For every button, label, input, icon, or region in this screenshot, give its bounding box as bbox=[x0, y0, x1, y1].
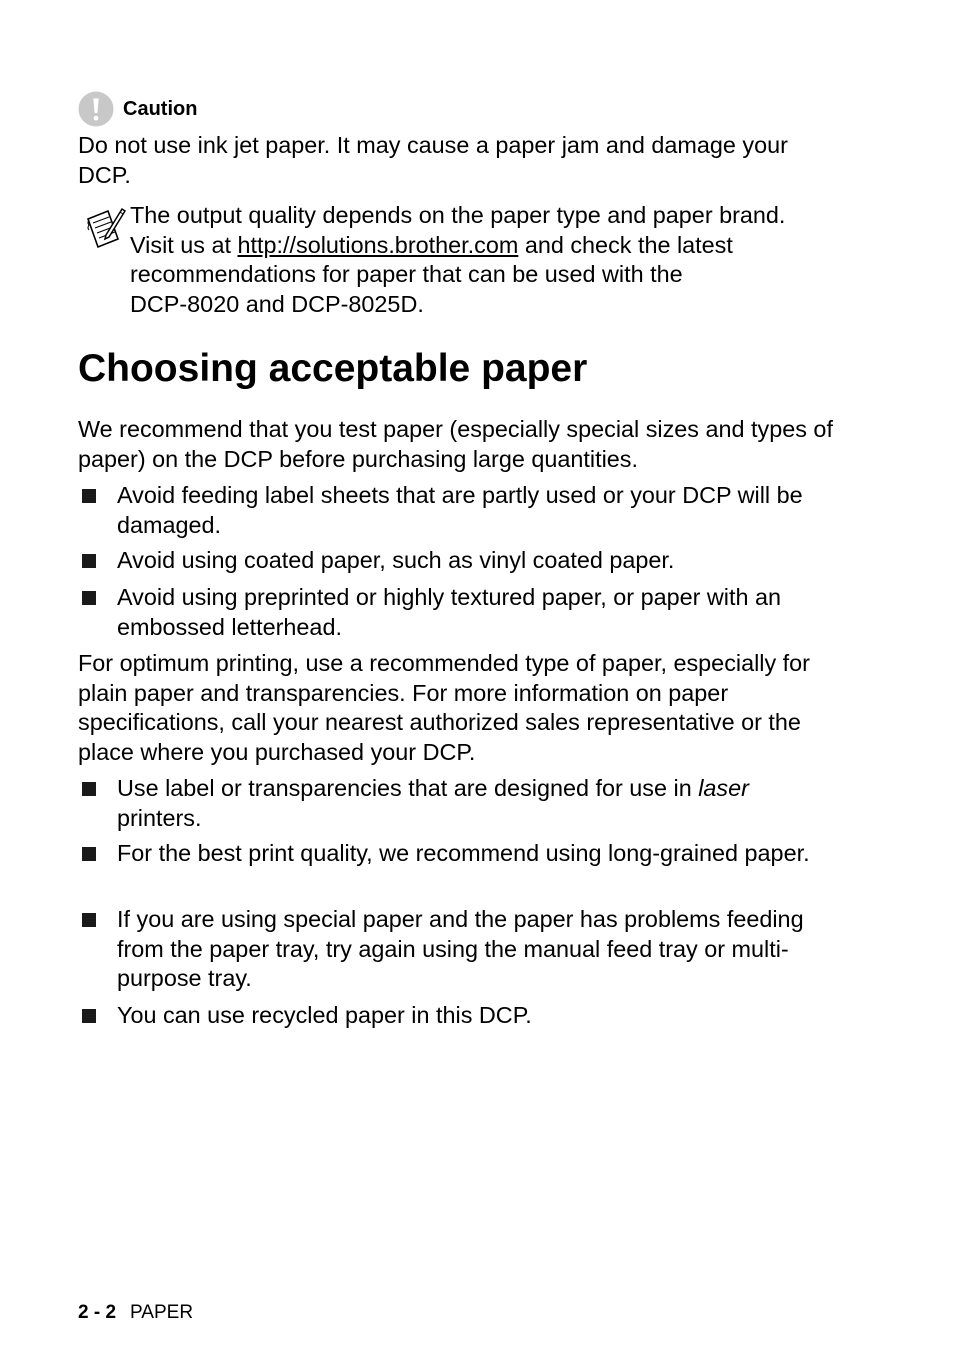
square-bullet-icon bbox=[82, 591, 96, 605]
note-line-1: The output quality depends on the paper type and paper brand. bbox=[130, 202, 786, 228]
list-item-text bbox=[117, 774, 837, 833]
page-footer bbox=[78, 1300, 193, 1326]
list-item-text: Avoid using preprinted or highly textured paper, or paper with an embossed letterhead. bbox=[117, 584, 782, 640]
laser-bullet-after: printers. bbox=[117, 804, 202, 831]
list-item-text: You can use recycled paper in this DCP. bbox=[117, 1002, 532, 1028]
list-item bbox=[78, 1001, 838, 1031]
list-item bbox=[78, 774, 838, 833]
page-number: 2 - 2 bbox=[78, 1302, 117, 1323]
exclamation-circle-icon bbox=[78, 91, 114, 127]
list-item-text: If you are using special paper and the paper has problems feeding from the paper tray, try again using the manual feed tray or multi-purpose tray. bbox=[117, 906, 804, 991]
note-line-2-before: Visit us at bbox=[130, 231, 238, 258]
caution-label: Caution bbox=[123, 98, 198, 120]
square-bullet-icon bbox=[82, 782, 96, 796]
notepad-pencil-icon bbox=[84, 205, 126, 251]
laser-bullet-before: Use label or transparencies that are designed for use in bbox=[117, 775, 699, 801]
list-item bbox=[78, 481, 838, 540]
intro-paragraph: We recommend that you test paper (especially special sizes and types of paper) on the DCP before purchasing large quantities. bbox=[78, 416, 833, 472]
note-text bbox=[130, 201, 850, 319]
list-item bbox=[78, 905, 838, 994]
note-line-2-after: and check the latest bbox=[518, 231, 733, 258]
square-bullet-icon bbox=[82, 489, 96, 503]
laser-italic: laser bbox=[698, 775, 749, 801]
note-line-4: DCP-8020 and DCP-8025D. bbox=[130, 290, 424, 317]
square-bullet-icon bbox=[82, 1009, 96, 1023]
footer-section-name: PAPER bbox=[130, 1302, 194, 1323]
list-item bbox=[78, 546, 838, 576]
list-item-text: For the best print quality, we recommend using long-grained paper. bbox=[117, 840, 810, 866]
square-bullet-icon bbox=[82, 913, 96, 927]
optimum-printing-paragraph: For optimum printing, use a recommended type of paper, especially for plain paper and transparencies. For more information on paper specifications, call your nearest authorized sales representative or the place where you purchased your DCP. bbox=[78, 650, 810, 765]
section-title: Choosing acceptable paper bbox=[78, 347, 588, 390]
caution-header bbox=[78, 91, 197, 127]
caution-text: Do not use ink jet paper. It may cause a paper jam and damage your DCP. bbox=[78, 132, 788, 188]
note-line-2 bbox=[130, 231, 850, 261]
list-item bbox=[78, 583, 838, 642]
list-item-text: Avoid feeding label sheets that are partly used or your DCP will be damaged. bbox=[117, 482, 803, 538]
list-item bbox=[78, 839, 838, 869]
note-line-3: recommendations for paper that can be used with the bbox=[130, 261, 683, 287]
solutions-link[interactable]: http://solutions.brother.com bbox=[237, 231, 519, 258]
list-item-text: Avoid using coated paper, such as vinyl coated paper. bbox=[117, 547, 675, 573]
square-bullet-icon bbox=[82, 847, 96, 861]
square-bullet-icon bbox=[82, 554, 96, 568]
